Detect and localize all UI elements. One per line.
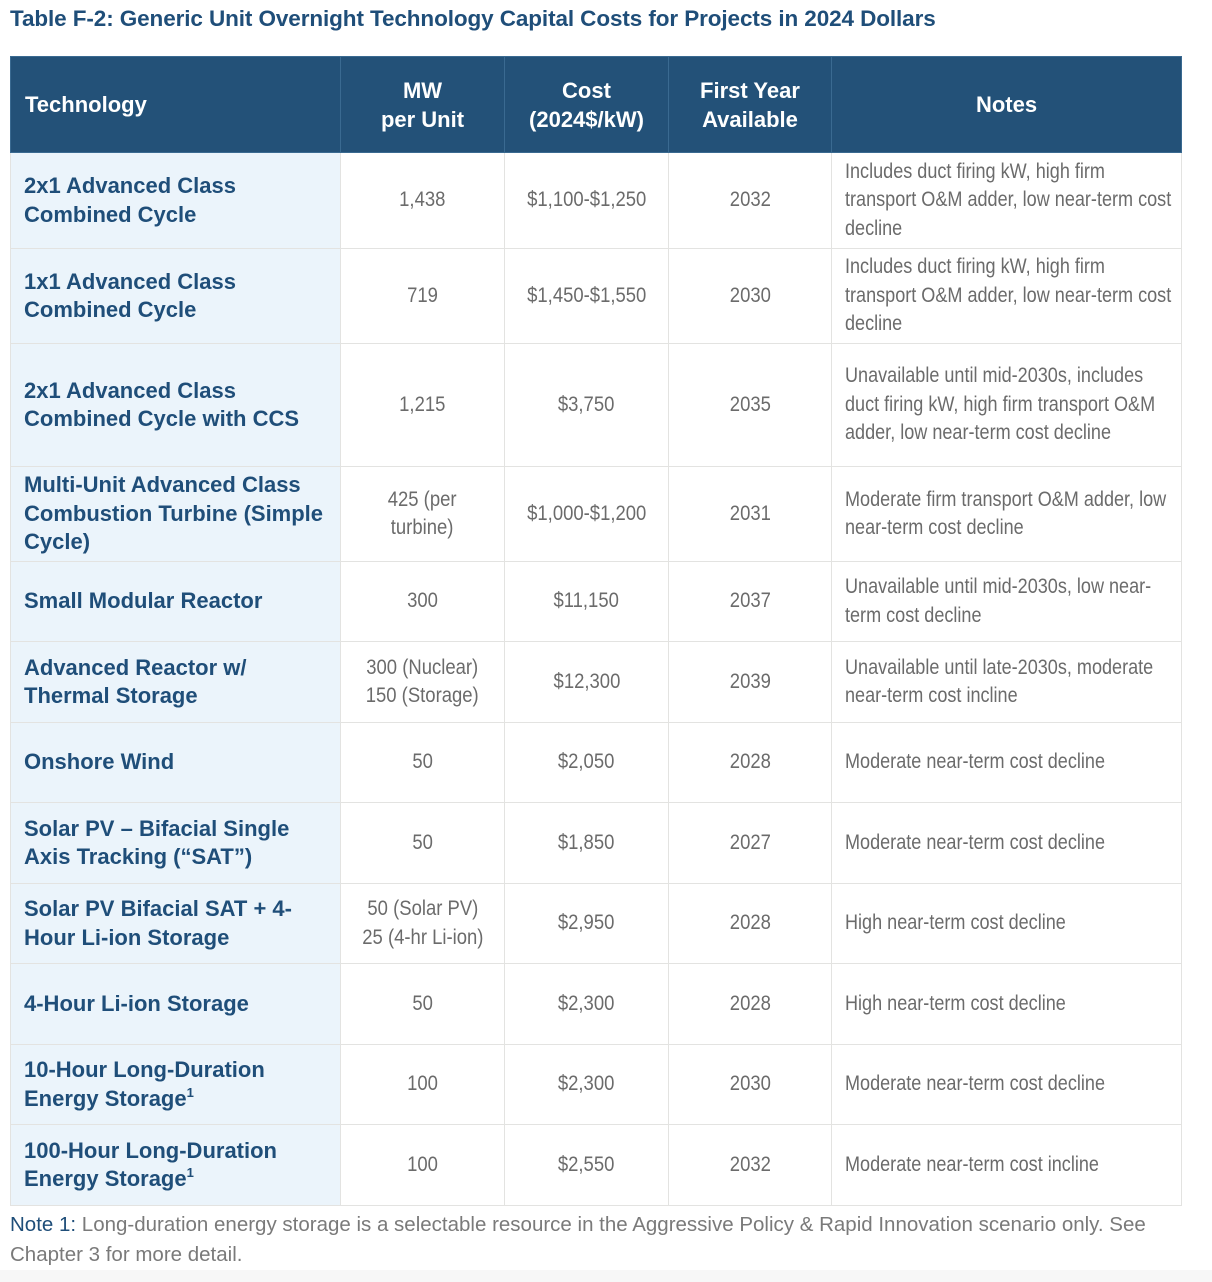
cell-mw-per-unit: 1,215 (341, 344, 505, 467)
cell-cost: $1,100-$1,250 (505, 153, 669, 249)
table-row (11, 642, 1182, 723)
table-row (11, 1125, 1182, 1206)
cell-technology: Small Modular Reactor (11, 562, 341, 642)
cell-technology: Onshore Wind (11, 723, 341, 803)
cell-notes: Moderate near-term cost incline (832, 1125, 1182, 1206)
cell-first-year: 2031 (669, 467, 832, 562)
cell-technology: 100-Hour Long-Duration Energy Storage$^1$ (11, 1125, 341, 1206)
cell-mw-per-unit: 50 (Solar PV) 25 (4-hr Li-ion) (341, 884, 505, 964)
cell-notes: Unavailable until mid-2030s, low near-term cost decline (832, 562, 1182, 642)
cell-notes: High near-term cost decline (832, 964, 1182, 1045)
header-mw-per-unit: MW per Unit (341, 57, 505, 153)
table-row (11, 964, 1182, 1045)
cell-first-year: 2039 (669, 642, 832, 723)
cell-technology: 1x1 Advanced Class Combined Cycle (11, 249, 341, 344)
cell-cost: $2,300 (505, 964, 669, 1045)
cell-mw-per-unit: 100 (341, 1125, 505, 1206)
cell-cost: $1,850 (505, 803, 669, 884)
table-row (11, 249, 1182, 344)
cell-first-year: 2028 (669, 723, 832, 803)
cell-mw-per-unit: 50 (341, 803, 505, 884)
cell-notes: Moderate firm transport O&M adder, low near-term cost decline (832, 467, 1182, 562)
cell-mw-per-unit: 300 (Nuclear) 150 (Storage) (341, 642, 505, 723)
table-title: Table F-2: Generic Unit Overnight Technology Capital Costs for Projects in 2024 Dollars (10, 6, 936, 31)
table-row (11, 562, 1182, 642)
page-bottom-band (0, 1270, 1212, 1282)
cell-first-year: 2028 (669, 964, 832, 1045)
table-row (11, 467, 1182, 562)
table-row (11, 803, 1182, 884)
cell-mw-per-unit: 719 (341, 249, 505, 344)
cell-technology: 2x1 Advanced Class Combined Cycle (11, 153, 341, 249)
cell-cost: $1,000-$1,200 (505, 467, 669, 562)
table-row (11, 344, 1182, 467)
cell-technology: Solar PV Bifacial SAT + 4-Hour Li-ion Storage (11, 884, 341, 964)
header-cost: Cost (2024$/kW) (505, 57, 669, 153)
cell-technology: 4-Hour Li-ion Storage (11, 964, 341, 1045)
table-row (11, 1045, 1182, 1125)
cell-cost: $2,950 (505, 884, 669, 964)
cell-cost: $2,550 (505, 1125, 669, 1206)
table-row (11, 723, 1182, 803)
cell-first-year: 2027 (669, 803, 832, 884)
footnote-marker: 1 (186, 1084, 194, 1100)
cell-technology: Multi-Unit Advanced Class Combustion Turbine (Simple Cycle) (11, 467, 341, 562)
footnote-marker: 1 (186, 1165, 194, 1180)
header-technology: Technology (11, 57, 341, 153)
cell-first-year: 2035 (669, 344, 832, 467)
cell-notes: Unavailable until late-2030s, moderate near-term cost incline (832, 642, 1182, 723)
cell-first-year: 2032 (669, 1125, 832, 1206)
cell-mw-per-unit: 300 (341, 562, 505, 642)
capital-cost-table (10, 56, 1182, 1206)
cell-cost: $11,150 (505, 562, 669, 642)
cell-mw-per-unit: 100 (341, 1045, 505, 1125)
cell-notes: Includes duct firing kW, high firm transport O&M adder, low near-term cost decline (832, 249, 1182, 344)
cell-technology: 10-Hour Long-Duration Energy Storage$^1$ (11, 1045, 341, 1125)
cell-notes: Moderate near-term cost decline (832, 803, 1182, 884)
footnote-text: Long-duration energy storage is a selectable resource in the Aggressive Policy & Rapid Innovation scenario only. See Chapter 3 for more detail. (10, 1213, 1146, 1266)
footnote-label: Note 1: (10, 1213, 77, 1236)
cell-mw-per-unit: 425 (per turbine) (341, 467, 505, 562)
cell-notes: Moderate near-term cost decline (832, 723, 1182, 803)
table-row (11, 884, 1182, 964)
header-first-year: First Year Available (669, 57, 832, 153)
footnote (10, 1210, 1190, 1270)
cell-technology: Solar PV – Bifacial Single Axis Tracking (“SAT”) (11, 803, 341, 884)
header-notes: Notes (832, 57, 1182, 153)
cell-notes: Unavailable until mid-2030s, includes duct firing kW, high firm transport O&M adder, low near-term cost decline (832, 344, 1182, 467)
cell-first-year: 2030 (669, 249, 832, 344)
table-row (11, 153, 1182, 249)
cell-mw-per-unit: 50 (341, 964, 505, 1045)
cell-first-year: 2032 (669, 153, 832, 249)
cell-first-year: 2028 (669, 884, 832, 964)
table-header-row (11, 57, 1182, 153)
cell-cost: $2,300 (505, 1045, 669, 1125)
cell-notes: Includes duct firing kW, high firm transport O&M adder, low near-term cost decline (832, 153, 1182, 249)
cell-cost: $3,750 (505, 344, 669, 467)
cell-cost: $2,050 (505, 723, 669, 803)
cell-first-year: 2037 (669, 562, 832, 642)
cell-technology: Advanced Reactor w/ Thermal Storage (11, 642, 341, 723)
cell-mw-per-unit: 50 (341, 723, 505, 803)
cell-cost: $1,450-$1,550 (505, 249, 669, 344)
cell-technology: 2x1 Advanced Class Combined Cycle with CCS (11, 344, 341, 467)
cell-notes: High near-term cost decline (832, 884, 1182, 964)
cell-mw-per-unit: 1,438 (341, 153, 505, 249)
cell-cost: $12,300 (505, 642, 669, 723)
cell-first-year: 2030 (669, 1045, 832, 1125)
cell-notes: Moderate near-term cost decline (832, 1045, 1182, 1125)
